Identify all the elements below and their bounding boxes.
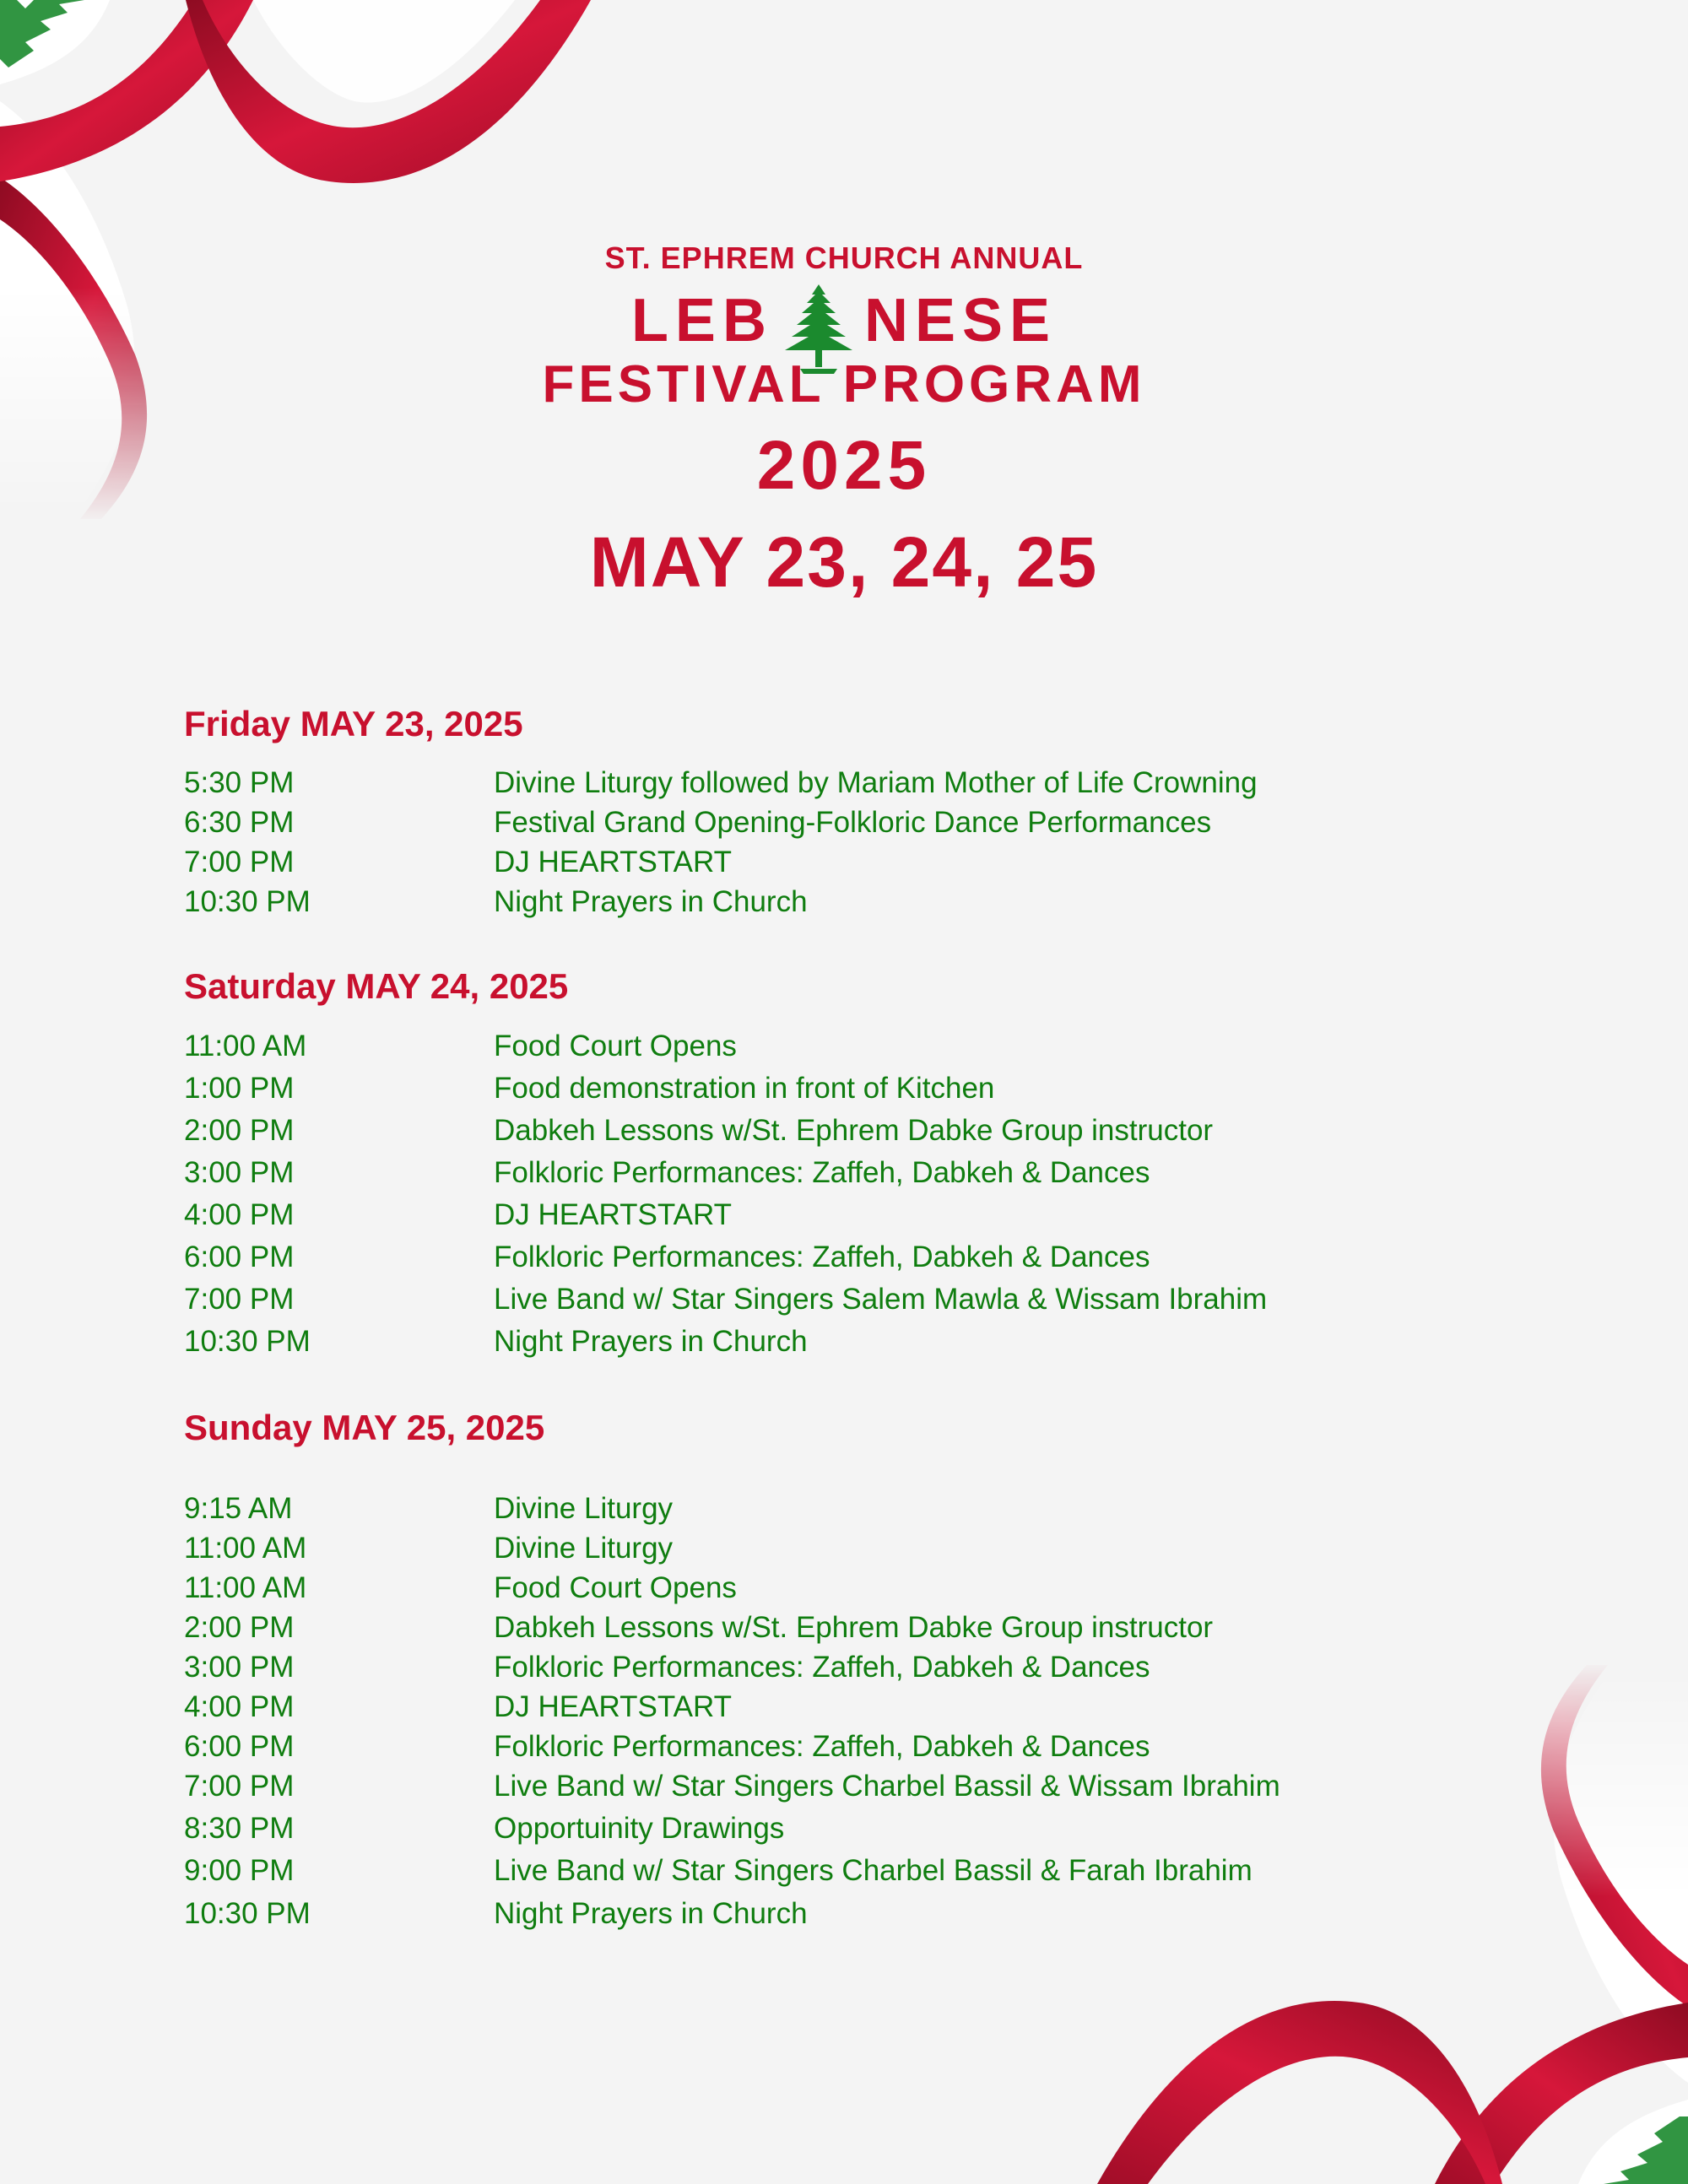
event-time: 1:00 PM xyxy=(184,1072,295,1105)
event-description: Festival Grand Opening-Folkloric Dance Performances xyxy=(494,806,1212,839)
schedule-row xyxy=(0,1611,1688,1652)
event-description: Food demonstration in front of Kitchen xyxy=(494,1072,995,1105)
schedule-row xyxy=(0,1156,1688,1197)
schedule-row xyxy=(0,1072,1688,1112)
schedule-row xyxy=(0,1812,1688,1852)
event-time: 10:30 PM xyxy=(184,1325,311,1358)
event-description: DJ HEARTSTART xyxy=(494,1690,732,1723)
schedule-row xyxy=(0,1730,1688,1770)
festival-title-line2: FESTIVAL PROGRAM xyxy=(542,355,1146,414)
event-description: Live Band w/ Star Singers Charbel Bassil & Farah Ibrahim xyxy=(494,1854,1252,1887)
event-time: 9:15 AM xyxy=(184,1492,293,1525)
event-time: 7:00 PM xyxy=(184,846,295,878)
schedule-row xyxy=(0,1651,1688,1691)
schedule-row xyxy=(0,885,1688,926)
event-time: 9:00 PM xyxy=(184,1854,295,1887)
title-left-part: LEB xyxy=(630,287,773,354)
event-time: 10:30 PM xyxy=(184,885,311,918)
event-time: 4:00 PM xyxy=(184,1690,295,1723)
event-time: 6:30 PM xyxy=(184,806,295,839)
event-description: Divine Liturgy xyxy=(494,1492,674,1525)
event-description: Folkloric Performances: Zaffeh, Dabkeh & Dances xyxy=(494,1730,1150,1763)
schedule-row xyxy=(0,1854,1688,1895)
schedule-row xyxy=(0,1198,1688,1239)
event-time: 7:00 PM xyxy=(184,1283,295,1316)
event-time: 2:00 PM xyxy=(184,1611,295,1644)
schedule-row xyxy=(0,1897,1688,1938)
schedule-row xyxy=(0,1283,1688,1323)
event-time: 5:30 PM xyxy=(184,766,295,799)
event-description: Food Court Opens xyxy=(494,1030,737,1062)
event-time: 11:00 AM xyxy=(184,1532,307,1565)
event-description: Opportuinity Drawings xyxy=(494,1812,785,1845)
event-description: Dabkeh Lessons w/St. Ephrem Dabke Group instructor xyxy=(494,1114,1214,1147)
event-time: 6:00 PM xyxy=(184,1730,295,1763)
schedule-row xyxy=(0,1114,1688,1154)
event-time: 3:00 PM xyxy=(184,1651,295,1684)
schedule-row xyxy=(0,1690,1688,1731)
event-description: DJ HEARTSTART xyxy=(494,846,732,878)
event-description: Folkloric Performances: Zaffeh, Dabkeh & Dances xyxy=(494,1156,1150,1189)
event-description: Divine Liturgy xyxy=(494,1532,674,1565)
event-time: 10:30 PM xyxy=(184,1897,311,1930)
schedule-row xyxy=(0,1030,1688,1070)
event-time: 7:00 PM xyxy=(184,1770,295,1803)
event-time: 3:00 PM xyxy=(184,1156,295,1189)
festival-title-line1 xyxy=(0,283,1688,359)
day-heading-saturday: Saturday MAY 24, 2025 xyxy=(184,966,569,1006)
event-description: Dabkeh Lessons w/St. Ephrem Dabke Group instructor xyxy=(494,1611,1214,1644)
schedule-row xyxy=(0,766,1688,807)
event-time: 11:00 AM xyxy=(184,1030,307,1062)
event-description: Divine Liturgy followed by Mariam Mother of Life Crowning xyxy=(494,766,1258,799)
event-time: 11:00 AM xyxy=(184,1571,307,1604)
event-time: 6:00 PM xyxy=(184,1241,295,1273)
schedule-row xyxy=(0,1770,1688,1810)
event-description: DJ HEARTSTART xyxy=(494,1198,732,1231)
schedule-row xyxy=(0,1492,1688,1533)
event-time: 8:30 PM xyxy=(184,1812,295,1845)
event-description: Live Band w/ Star Singers Charbel Bassil & Wissam Ibrahim xyxy=(494,1770,1280,1803)
schedule-row xyxy=(0,1571,1688,1612)
event-description: Night Prayers in Church xyxy=(494,885,808,918)
title-right-part: NESE xyxy=(863,287,1058,354)
day-heading-friday: Friday MAY 23, 2025 xyxy=(184,704,523,743)
festival-supertitle: ST. EPHREM CHURCH ANNUAL xyxy=(604,241,1084,275)
schedule-row xyxy=(0,806,1688,846)
event-description: Night Prayers in Church xyxy=(494,1325,808,1358)
event-description: Folkloric Performances: Zaffeh, Dabkeh & Dances xyxy=(494,1651,1150,1684)
schedule-row xyxy=(0,1325,1688,1365)
event-time: 2:00 PM xyxy=(184,1114,295,1147)
festival-dates: MAY 23, 24, 25 xyxy=(589,522,1099,602)
event-description: Folkloric Performances: Zaffeh, Dabkeh & Dances xyxy=(494,1241,1150,1273)
schedule-row xyxy=(0,1241,1688,1281)
day-heading-sunday: Sunday MAY 25, 2025 xyxy=(184,1408,545,1447)
schedule-row xyxy=(0,1532,1688,1572)
event-description: Food Court Opens xyxy=(494,1571,737,1604)
event-time: 4:00 PM xyxy=(184,1198,295,1231)
event-description: Night Prayers in Church xyxy=(494,1897,808,1930)
festival-year: 2025 xyxy=(756,427,932,504)
schedule-row xyxy=(0,846,1688,886)
event-description: Live Band w/ Star Singers Salem Mawla & Wissam Ibrahim xyxy=(494,1283,1268,1316)
